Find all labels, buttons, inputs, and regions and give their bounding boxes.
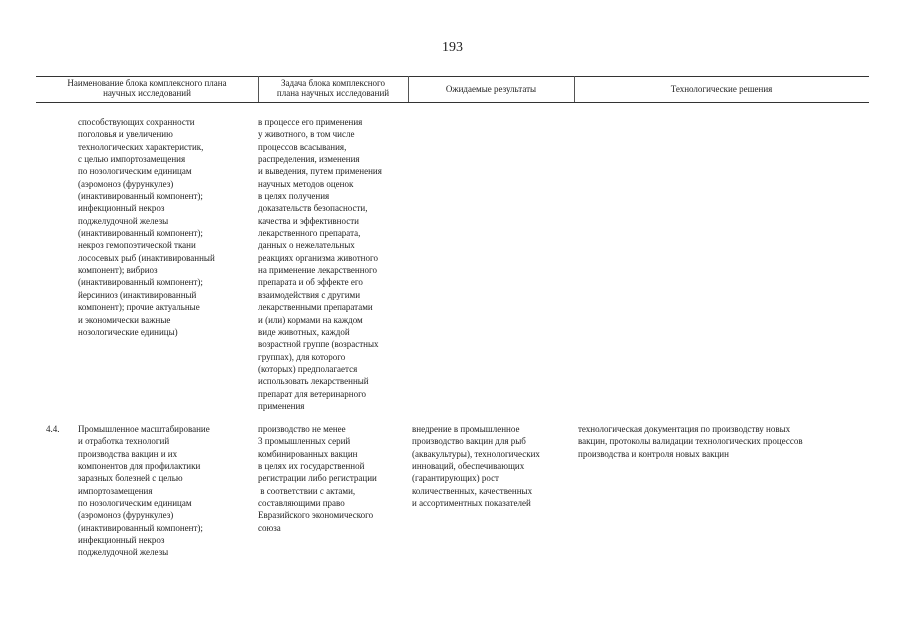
row-tech-solutions: технологическая документация по производству новых вакцин, протоколы валидации технологических процессов производства и контроля новых вакцин	[578, 424, 803, 459]
header-col-task: Задача блока комплексного плана научных исследований	[276, 78, 390, 98]
header-col-expected-results: Ожидаемые результаты	[445, 84, 537, 94]
row-task: в процессе его применения у животного, в том числе процессов всасывания, распределения, изменения и выведения, путем применения научных методов оценок в целях получения доказательств безопасности, качества и эффективности лекарственного препарата, данных о нежелательных реакциях организма животного на применение лекарственного препарата и об эффекте его взаимодействия с другими лекарственными препаратами и (или) кормами на каждом виде животных, каждой возрастной группе (возрастных группах), для которого (которых) предполагается использовать лекарственный препарат для ветеринарного применения	[258, 117, 382, 411]
row-task: производство не менее 3 промышленных серий комбинированных вакцин в целях их государственной регистрации либо регистрации в соответствии с актами, составляющими право Евразийского экономического союза	[258, 424, 377, 533]
header-top-rule	[36, 76, 869, 77]
row-block-name: способствующих сохранности поголовья и увеличению технологических характеристик, с целью импортозамещения по нозологическим единицам (аэромоноз (фурункулез) (инактивированный компонент); инфекционный некроз поджелудочной железы (инактивированный компонент); некроз гемопоэтической ткани лососевых рыб (инактивированный компонент); вибриоз (инактивированный компонент); йерсиниоз (инактивированный компонент); прочие актуальные и экономически важные нозологические единицы)	[78, 117, 215, 337]
header-col-block-name: Наименование блока комплексного плана научных исследований	[67, 78, 227, 98]
page-number: 193	[442, 40, 463, 55]
row-expected-results: внедрение в промышленное производство вакцин для рыб (аквакультуры), технологических инноваций, обеспечивающих (гарантирующих) рост количественных, качественных и ассортиментных показателей	[412, 424, 540, 509]
header-bottom-rule	[36, 102, 869, 103]
row-block-name: Промышленное масштабирование и отработка технологий производства вакцин и их компонентов для профилактики заразных болезней с целью импортозамещения по нозологическим единицам (аэромоноз (фурункулез) (инактивированный компонент); инфекционный некроз поджелудочной железы	[78, 424, 210, 558]
row-number: 4.4.	[46, 424, 60, 434]
header-col-tech-solutions: Технологические решения	[670, 84, 773, 94]
